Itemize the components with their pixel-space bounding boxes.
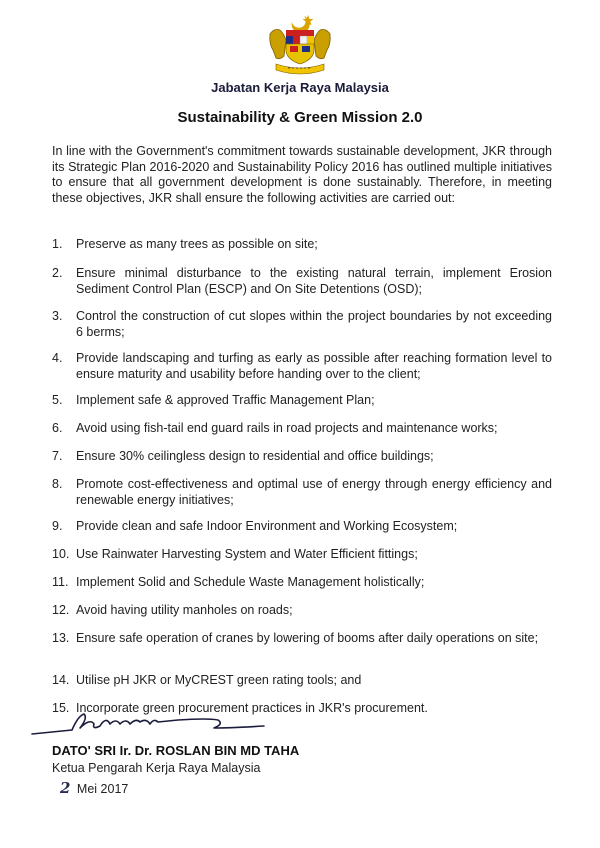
- item-text: Ensure minimal disturbance to the existing natural terrain, implement Erosion Sediment Control Plan (ESCP) and On Site Detentions (OSD);: [76, 266, 552, 296]
- item-text: Use Rainwater Harvesting System and Water Efficient fittings;: [76, 547, 418, 561]
- item-number: 6.: [52, 421, 63, 435]
- item-text: Implement Solid and Schedule Waste Management holistically;: [76, 575, 425, 589]
- item-text: Control the construction of cut slopes within the project boundaries by not exceeding 6 berms;: [76, 309, 552, 339]
- list-item: [52, 351, 552, 382]
- list-item: [52, 309, 552, 340]
- item-number: 8.: [52, 477, 63, 491]
- item-text: Avoid using fish-tail end guard rails in road projects and maintenance works;: [76, 421, 498, 435]
- item-number: 7.: [52, 449, 63, 463]
- intro-paragraph: In line with the Government's commitment towards sustainable development, JKR through its Strategic Plan 2016-2020 and Sustainability Policy 2016 has outlined multiple initiatives to ensure that all government development is done sustainably. Therefore, in meeting these objectives, JKR shall ensure the following activities are carried out:: [52, 144, 552, 205]
- signer-position: Ketua Pengarah Kerja Raya Malaysia: [52, 761, 261, 775]
- coat-of-arms-icon: [264, 12, 336, 78]
- list-item: [52, 449, 552, 465]
- item-number: 14.: [52, 673, 70, 687]
- item-text: Ensure 30% ceilingless design to residential and office buildings;: [76, 449, 434, 463]
- list-item: [52, 421, 552, 437]
- list-item: [52, 575, 552, 591]
- item-number: 13.: [52, 631, 70, 645]
- handwritten-signature-icon: [30, 708, 300, 742]
- item-number: 10.: [52, 547, 70, 561]
- list-item: [52, 519, 552, 535]
- document-title: Sustainability & Green Mission 2.0: [177, 109, 423, 126]
- date-month-year: Mei 2017: [76, 782, 129, 796]
- item-number: 3.: [52, 309, 63, 323]
- list-item: [52, 477, 552, 508]
- item-number: 11.: [52, 575, 69, 589]
- item-text: Utilise pH JKR or MyCREST green rating tools; and: [76, 673, 362, 687]
- list-item: [52, 547, 552, 563]
- handwritten-day: 2: [60, 779, 71, 797]
- item-text: Preserve as many trees as possible on site;: [76, 237, 318, 251]
- item-text: Avoid having utility manholes on roads;: [76, 603, 293, 617]
- item-text: Provide clean and safe Indoor Environment and Working Ecosystem;: [76, 519, 458, 533]
- item-text: Provide landscaping and turfing as early as possible after reaching formation level to ensure maturity and usability before handing over to the client;: [76, 351, 552, 381]
- list-item: [52, 603, 552, 619]
- item-number: 12.: [52, 603, 70, 617]
- item-number: 9.: [52, 519, 63, 533]
- list-item: [52, 266, 552, 297]
- item-number: 1.: [52, 237, 63, 251]
- item-number: 2.: [52, 266, 63, 280]
- item-text: Promote cost-effectiveness and optimal use of energy through energy efficiency and renewable energy initiatives;: [76, 477, 552, 507]
- signer-name: DATO' SRI Ir. Dr. ROSLAN BIN MD TAHA: [52, 743, 300, 758]
- list-item: [52, 631, 552, 647]
- item-text: Incorporate green procurement practices in JKR's procurement.: [76, 701, 428, 715]
- item-number: 4.: [52, 351, 63, 365]
- item-number: 5.: [52, 393, 63, 407]
- list-item: [52, 673, 552, 689]
- item-text: Implement safe & approved Traffic Management Plan;: [76, 393, 375, 407]
- list-item: [52, 393, 552, 409]
- item-text: Ensure safe operation of cranes by lowering of booms after daily operations on site;: [76, 631, 539, 645]
- signature-date: [60, 779, 128, 797]
- list-item: [52, 237, 552, 253]
- item-number: 15.: [52, 701, 70, 715]
- organization-name: Jabatan Kerja Raya Malaysia: [211, 80, 389, 95]
